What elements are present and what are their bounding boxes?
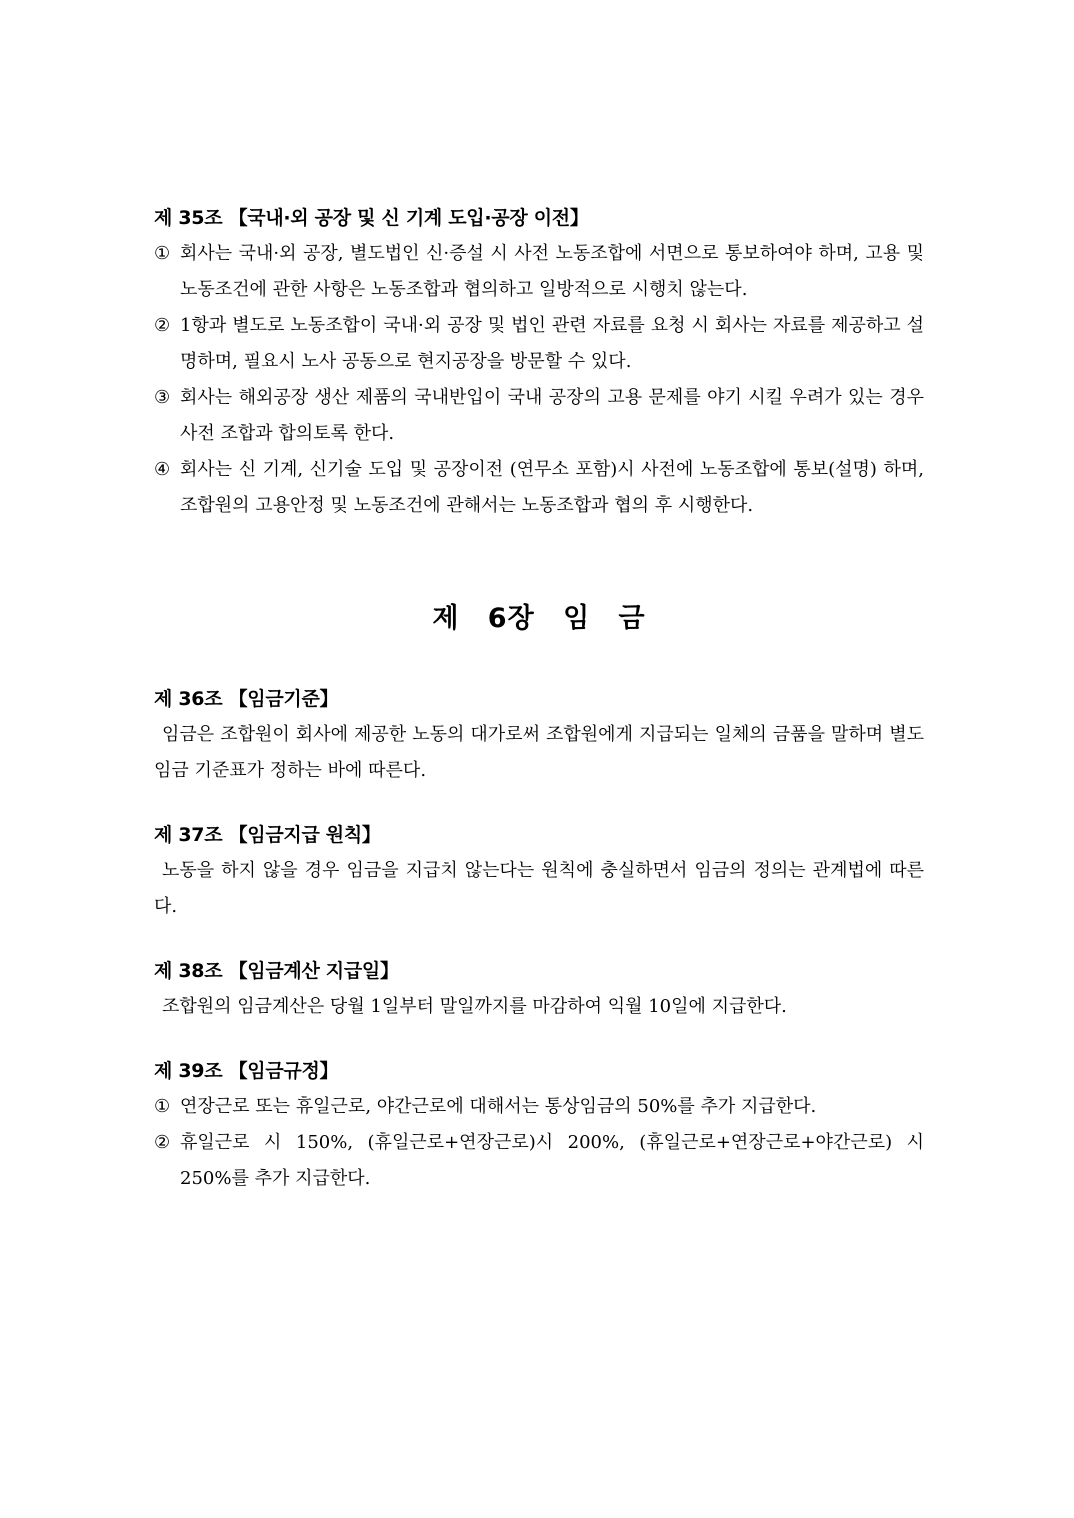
item-number: ② — [154, 1132, 171, 1153]
article-37-text: 노동을 하지 않을 경우 임금을 지급치 않는다는 원칙에 충실하면서 임금의 정의는 관계법에 따른다. — [154, 860, 924, 917]
item-number: ① — [154, 243, 171, 264]
article-36-title: 제 36조 【임금기준】 — [154, 688, 339, 710]
article-36-text: 임금은 조합원이 회사에 제공한 노동의 대가로써 조합원에게 지급되는 일체의 금품을 말하며 별도 임금 기준표가 정하는 바에 따른다. — [154, 724, 924, 781]
article-39-item-2 — [154, 1125, 924, 1197]
article-37-title: 제 37조 【임금지급 원칙】 — [154, 824, 381, 846]
item-text: 휴일근로 시 150%, (휴일근로+연장근로)시 200%, (휴일근로+연장근로+야간근로) 시 250%를 추가 지급한다. — [180, 1132, 924, 1189]
item-number: ③ — [154, 387, 171, 408]
item-number: ④ — [154, 459, 171, 480]
document-body — [154, 200, 924, 1197]
article-38-text: 조합원의 임금계산은 당월 1일부터 말일까지를 마감하여 익월 10일에 지급한다. — [162, 996, 787, 1017]
section-spacer — [154, 789, 924, 817]
section-spacer — [154, 1025, 924, 1053]
item-text: 회사는 신 기계, 신기술 도입 및 공장이전 (연무소 포함)시 사전에 노동조합에 통보(설명) 하며, 조합원의 고용안정 및 노동조건에 관해서는 노동조합과 협의 후 시행한다. — [180, 459, 924, 516]
item-number: ① — [154, 1096, 171, 1117]
section-spacer — [154, 925, 924, 953]
article-35-item-4 — [154, 452, 924, 524]
item-number: ② — [154, 315, 171, 336]
article-35-item-3 — [154, 380, 924, 452]
item-text: 1항과 별도로 노동조합이 국내·외 공장 및 법인 관련 자료를 요청 시 회사는 자료를 제공하고 설명하며, 필요시 노사 공동으로 현지공장을 방문할 수 있다. — [180, 315, 924, 372]
article-39-item-1 — [154, 1089, 924, 1125]
item-text: 회사는 해외공장 생산 제품의 국내반입이 국내 공장의 고용 문제를 야기 시킬 우려가 있는 경우 사전 조합과 합의토록 한다. — [180, 387, 924, 444]
item-text: 회사는 국내·외 공장, 별도법인 신·증설 시 사전 노동조합에 서면으로 통보하여야 하며, 고용 및 노동조건에 관한 사항은 노동조합과 협의하고 일방적으로 시행치 않는다. — [180, 243, 924, 300]
chapter-6-heading: 제 6장 임 금 — [432, 603, 646, 634]
article-35-item-1 — [154, 236, 924, 308]
article-38-title: 제 38조 【임금계산 지급일】 — [154, 960, 399, 982]
article-35-item-2 — [154, 308, 924, 380]
item-text: 연장근로 또는 휴일근로, 야간근로에 대해서는 통상임금의 50%를 추가 지급한다. — [180, 1096, 817, 1117]
article-39-title: 제 39조 【임금규정】 — [154, 1060, 339, 1082]
article-35-title: 제 35조 【국내·외 공장 및 신 기계 도입·공장 이전】 — [154, 207, 589, 229]
